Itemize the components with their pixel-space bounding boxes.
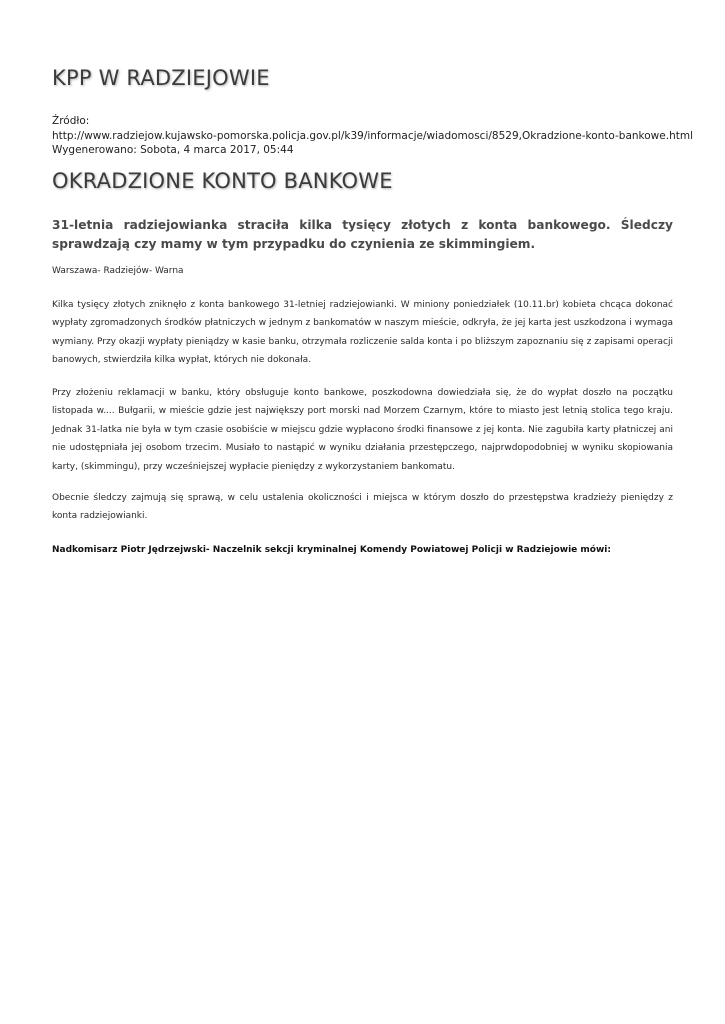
- article-paragraph-2: Przy złożeniu reklamacji w banku, który obsługuje konto bankowe, poszkodowna dowiedziała się, że do wypłat doszło na początku listopada w.... Bułgarii, w mieście gdzie jest największy port morski nad Morzem Czarnym, które to miasto jest letnią stolica tego kraju. Jednak 31-latka nie była w tym czasie osobiście w miejscu gdzie wypłacono środki finansowe z jej konta. Nie zagubiła karty płatniczej ani nie udostępniała jej osobom trzecim. Musiało to nastąpić w wyniku działania przestępczego, najprwdopodobniej w wyniku skopiowania karty, (skimmingu), przy wcześniejszej wypłacie pieniędzy z wykorzystaniem bankomatu.: [52, 388, 673, 472]
- source-meta: [52, 114, 692, 158]
- article-location: Warszawa- Radziejów- Warna: [52, 266, 184, 276]
- source-url[interactable]: http://www.radziejow.kujawsko-pomorska.policja.gov.pl/k39/informacje/wiadomosci/8529,Okradzione-konto-bankowe.html: [52, 129, 693, 142]
- article-lead: 31-letnia radziejowianka straciła kilka tysięcy złotych z konta bankowego. Śledczy sprawdzają czy mamy w tym przypadku do czynienia ze skimmingiem.: [52, 218, 673, 251]
- article-title: OKRADZIONE KONTO BANKOWE: [52, 169, 393, 193]
- generated-timestamp: Wygenerowano: Sobota, 4 marca 2017, 05:44: [52, 144, 294, 156]
- article-paragraph-3: Obecnie śledczy zajmują się sprawą, w celu ustalenia okoliczności i miejsca w którym doszło do przestępstwa kradzieży pieniędzy z konta radziejowianki.: [52, 493, 673, 522]
- source-label: Źródło:: [52, 115, 90, 127]
- site-title: KPP W RADZIEJOWIE: [52, 66, 270, 90]
- quote-intro: Nadkomisarz Piotr Jędrzejwski- Naczelnik sekcji kryminalnej Komendy Powiatowej Policji w Radziejowie mówi:: [52, 545, 611, 555]
- article-paragraph-1: Kilka tysięcy złotych zniknęło z konta bankowego 31-letniej radziejowianki. W miniony poniedziałek (10.11.br) kobieta chcąca dokonać wypłaty zgromadzonych środków płatniczych w jednym z bankomatów w naszym mieście, odkryła, że jej karta jest uszkodzona i wymaga wymiany. Przy okazji wypłaty pieniądzy w kasie banku, otrzymała rozliczenie salda konta i po bliższym zapoznaniu się z zapisami operacji banowych, stwierdziła kilka wypłat, których nie dokonała.: [52, 300, 673, 366]
